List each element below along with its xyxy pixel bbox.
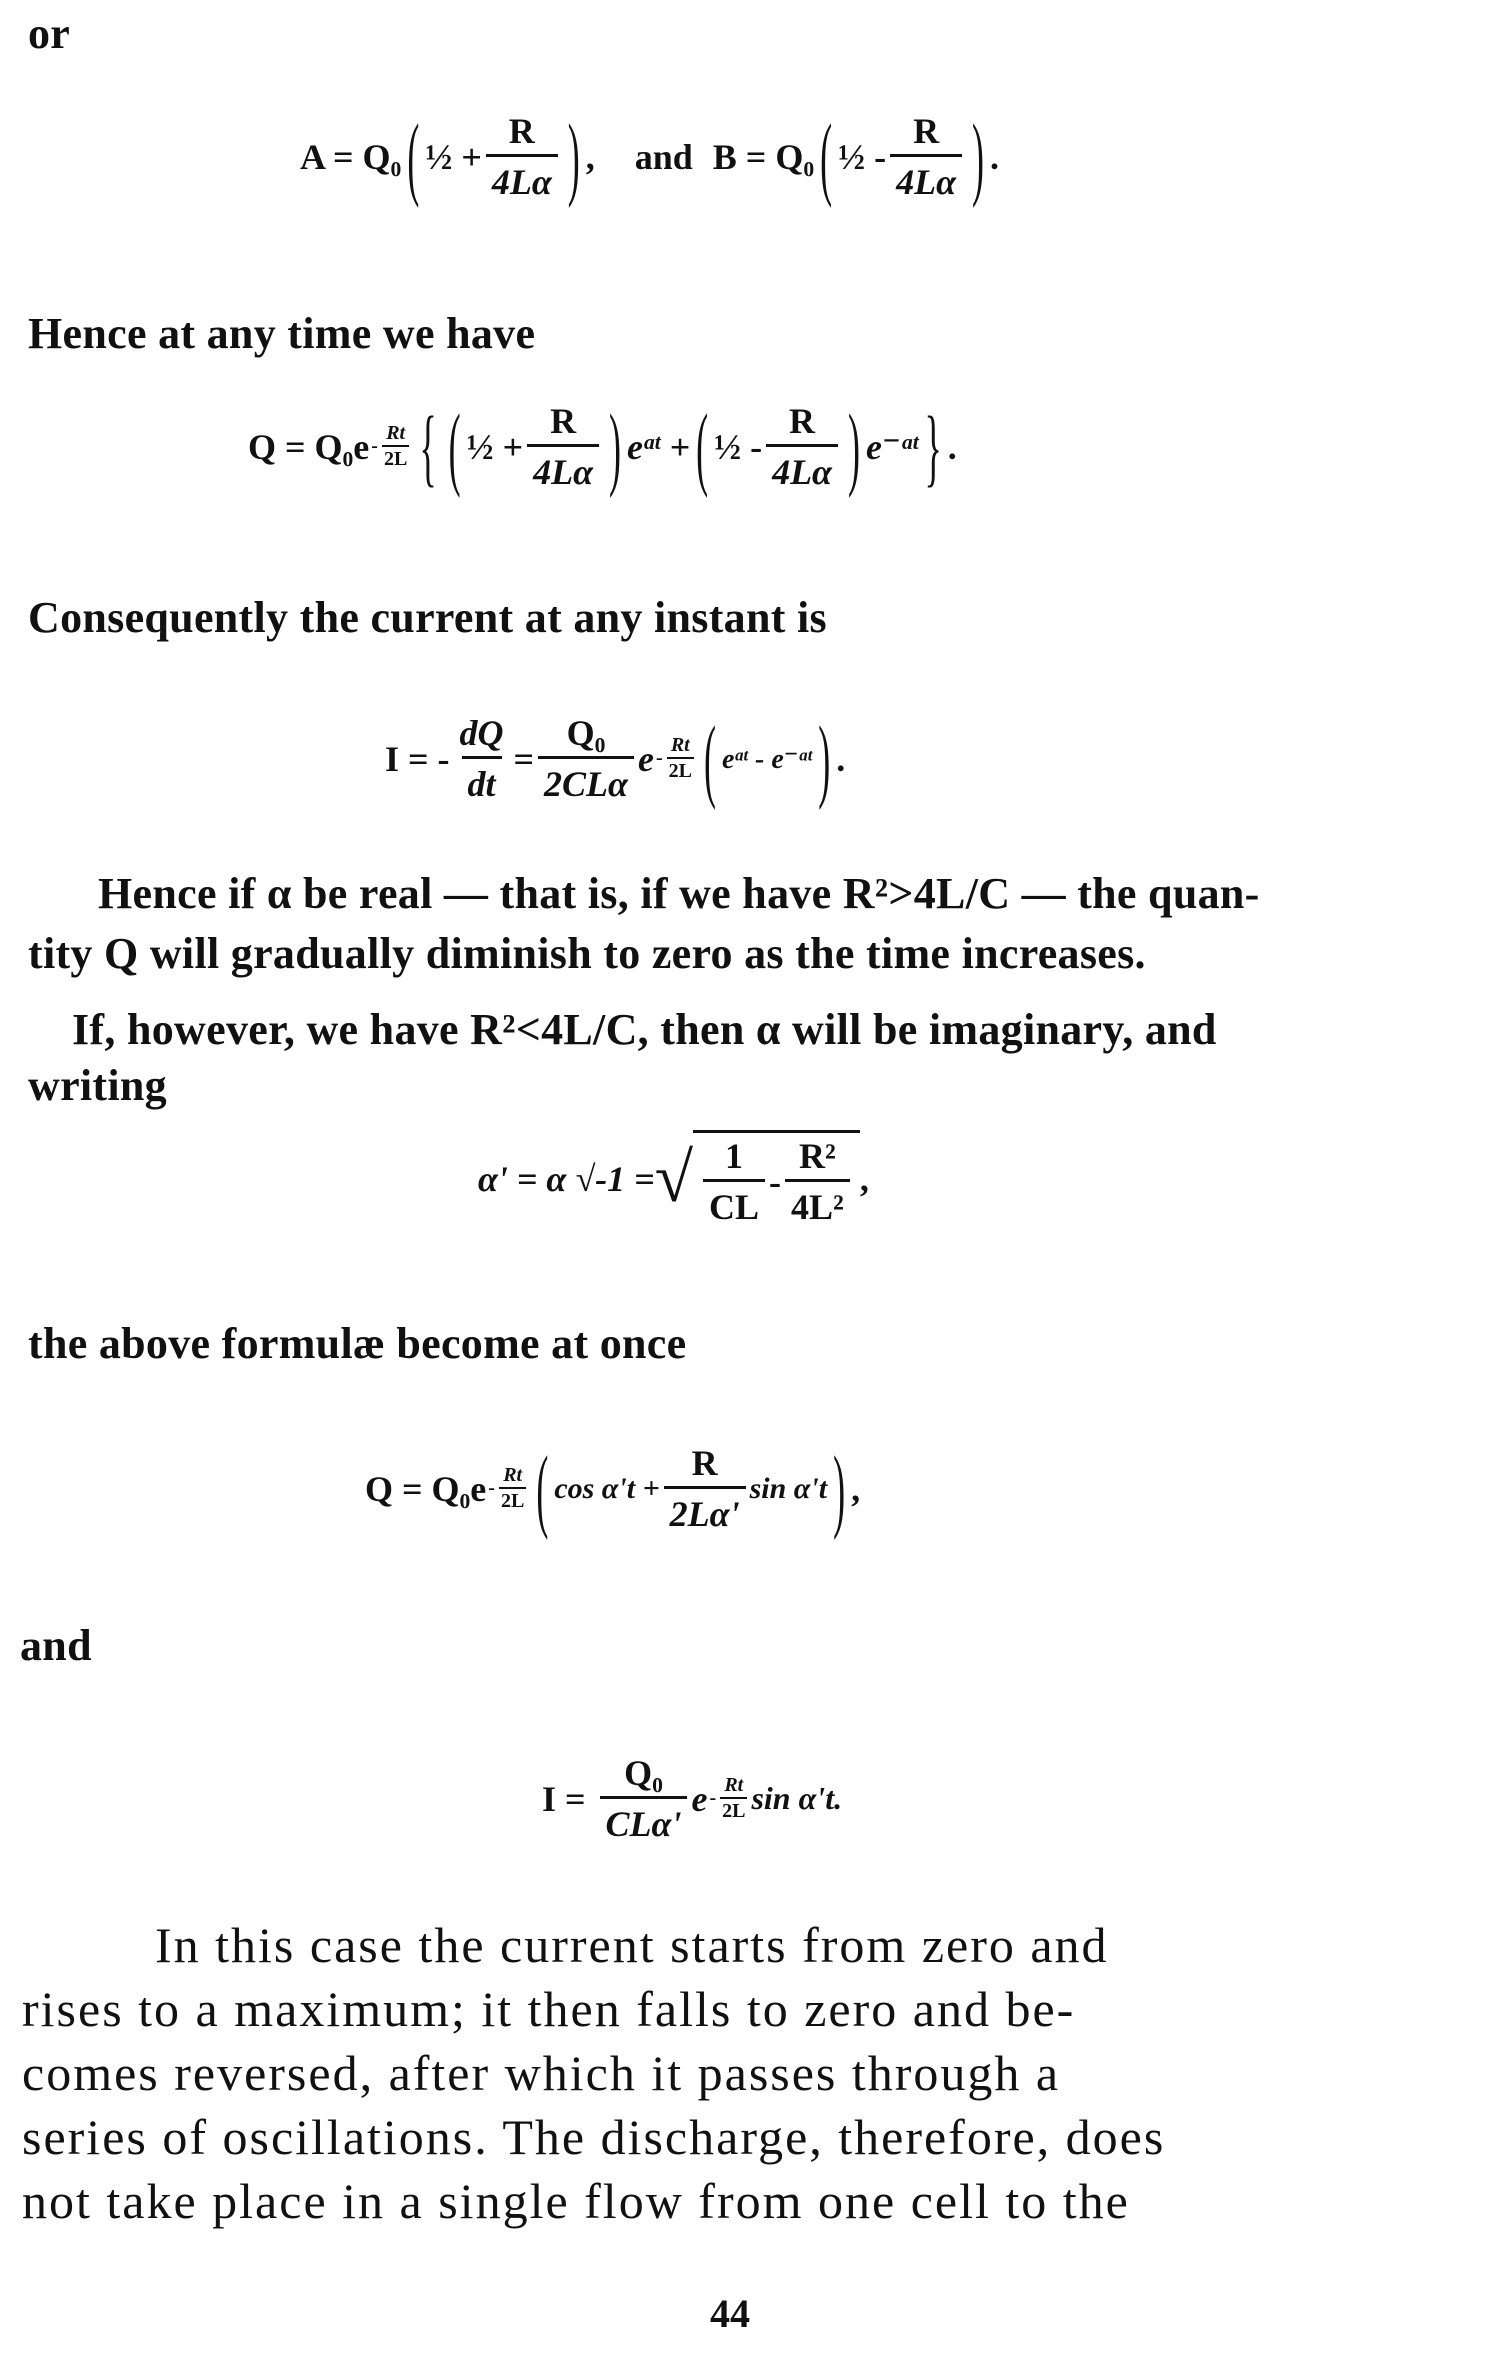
eq6-num: Q₀ [624, 1753, 663, 1793]
eq6-den: CLα' [600, 1796, 688, 1845]
hence-line: Hence at any time we have [28, 309, 536, 358]
eq5-lhs: Q = Q₀e [365, 1468, 487, 1509]
eq2-frac-2 [766, 400, 838, 493]
para3-line3: comes reversed, after which it passes through a [22, 2045, 1061, 2101]
equation-q-oscillating [365, 1436, 861, 1541]
eq2-half-plus: ½ + [466, 426, 524, 467]
eq2-exponent [371, 422, 413, 471]
eq4-num-1: 1 [725, 1136, 744, 1176]
eq6-frac [600, 1752, 688, 1845]
eq1-den-b: 4Lα [890, 154, 962, 203]
eq4-num-2: R² [799, 1136, 836, 1176]
eq3-e: e [637, 738, 654, 779]
para3-line5: not take place in a single flow from one cell to the [22, 2173, 1130, 2229]
eq3-coef [538, 712, 634, 805]
eq1-fraction-b [890, 110, 962, 203]
para2-line1: If, however, we have R²<4L/C, then α will be imaginary, and [72, 1005, 1217, 1054]
eq1-half-plus: ½ + [425, 136, 482, 177]
eq1-and: and [634, 136, 693, 177]
eq2-half-minus: ½ - [714, 426, 763, 467]
eq3-exponent [656, 734, 698, 783]
eq1-num-b: R [913, 111, 940, 151]
para3-line1: In this case the current starts from zero and [155, 1917, 1109, 1973]
eq5-exp-num: Rt [503, 1464, 523, 1486]
eq6-exp-sign: - [709, 1787, 717, 1809]
eq1-fraction-a [486, 110, 558, 203]
eq3-exp-sign: - [655, 747, 663, 769]
eq4-end: , [859, 1159, 869, 1199]
eq6-exp-num: Rt [724, 1774, 744, 1796]
eq6-sin: sin α't. [751, 1780, 843, 1816]
eq1-paren-close-b: ) [972, 104, 985, 209]
eq2-den-2: 4Lα [766, 444, 838, 493]
eq3-exp-num: Rt [670, 734, 690, 756]
eq4-den-1: CL [703, 1179, 765, 1228]
eq1-a-lhs: A = Q₀ [300, 136, 402, 177]
eq2-lhs: Q = Q₀e [248, 426, 370, 467]
para2-line2: writing [28, 1061, 167, 1110]
equation-current-oscillating [542, 1752, 842, 1845]
radical-sign-icon: √ [654, 1140, 694, 1217]
consequently-line: Consequently the current at any instant is [28, 593, 827, 642]
eq2-paren-open-1: ( [448, 394, 461, 499]
above-line: the above formulæ become at once [28, 1319, 687, 1368]
eq5-frac [664, 1442, 746, 1535]
lead-word: or [28, 9, 71, 58]
eq5-num: R [691, 1443, 718, 1483]
eq1-num-a: R [508, 111, 535, 151]
eq5-den: 2Lα' [664, 1486, 746, 1535]
eq2-brace-open: { [419, 398, 437, 495]
eq5-cos: cos α't + [554, 1471, 660, 1505]
eq6-exp-frac [720, 1774, 747, 1823]
eq4-minus: - [769, 1161, 782, 1202]
eq4-den-2: 4L² [785, 1179, 850, 1228]
eq2-num-2: R [789, 401, 816, 441]
eq5-paren-open: ( [536, 1436, 549, 1541]
eq1-end: . [990, 136, 1000, 177]
equation-q-time [248, 394, 957, 499]
eq5-exp-frac [499, 1464, 526, 1513]
eq3-coef-num: Q₀ [566, 713, 606, 753]
and-word: and [20, 1621, 92, 1670]
eq2-brace-close: } [924, 398, 942, 495]
eq2-paren-close-1: ) [609, 394, 622, 499]
eq3-inner: eᵅᵗ - e⁻ᵅᵗ [721, 743, 813, 775]
eq6-exponent [709, 1774, 751, 1823]
eq4-frac-2 [785, 1135, 850, 1228]
eq3-deriv-num: dQ [459, 713, 504, 753]
eq2-exp-sign: - [371, 435, 378, 457]
eq5-paren-close: ) [833, 1436, 846, 1541]
eq4-lhs: α' = α √-1 = [478, 1159, 655, 1199]
para1-line2: tity Q will gradually diminish to zero as the time increases. [28, 929, 1146, 978]
eq2-paren-open-2: ( [696, 394, 709, 499]
eq3-paren-close: ) [818, 706, 831, 811]
equation-a-b [300, 104, 1000, 209]
eq5-exponent [488, 1464, 530, 1513]
equation-current [385, 706, 846, 811]
eq5-exp-den: 2L [499, 1487, 526, 1513]
eq1-paren-open-b: ( [820, 104, 833, 209]
eq6-e: e [691, 1778, 708, 1819]
eq3-deriv-den: dt [462, 756, 502, 805]
eq3-coef-den: 2CLα [538, 756, 634, 805]
eq4-radicand [693, 1130, 860, 1228]
eq1-paren-open: ( [407, 104, 420, 209]
eq1-paren-close: ) [567, 104, 580, 209]
page-number: 44 [710, 2291, 750, 2336]
para3-line4: series of oscillations. The discharge, therefore, does [22, 2109, 1166, 2165]
eq1-half-minus: ½ - [838, 136, 887, 177]
eq2-exp-num: Rt [386, 422, 406, 444]
para3-line2: rises to a maximum; it then falls to zero and be- [22, 1981, 1076, 2037]
eq6-lhs: I = [542, 1778, 586, 1819]
eq3-deriv [454, 712, 510, 805]
eq3-exp-frac [667, 734, 694, 783]
eq3-exp-den: 2L [667, 757, 694, 783]
eq2-end: . [947, 426, 957, 467]
eq2-e-neg: e⁻ᵅᵗ [865, 426, 919, 467]
eq1-den-a: 4Lα [486, 154, 558, 203]
eq5-sin: sin α't [749, 1471, 828, 1505]
eq6-exp-den: 2L [720, 1797, 747, 1823]
eq2-num-1: R [550, 401, 577, 441]
eq3-end: . [836, 738, 846, 779]
eq4-frac-1 [703, 1135, 765, 1228]
eq2-e-pos: eᵅᵗ + [627, 426, 691, 467]
eq5-exp-sign: - [488, 1477, 495, 1499]
eq2-den-1: 4Lα [527, 444, 599, 493]
eq1-comma: , [585, 136, 595, 177]
eq2-paren-close-2: ) [847, 394, 860, 499]
eq3-equals: = [513, 738, 535, 779]
eq2-exp-frac [382, 422, 409, 471]
eq5-end: , [851, 1468, 861, 1509]
para1-line1: Hence if α be real — that is, if we have R²>4L/C — the quan- [98, 869, 1260, 918]
eq2-exp-den: 2L [382, 445, 409, 471]
eq3-lhs: I = - [385, 738, 450, 779]
eq2-frac-1 [527, 400, 599, 493]
eq3-paren-open: ( [703, 706, 716, 811]
equation-alpha-prime [478, 1130, 869, 1228]
eq1-b-lhs: B = Q₀ [712, 136, 815, 177]
eq4-sqrt [655, 1130, 860, 1228]
